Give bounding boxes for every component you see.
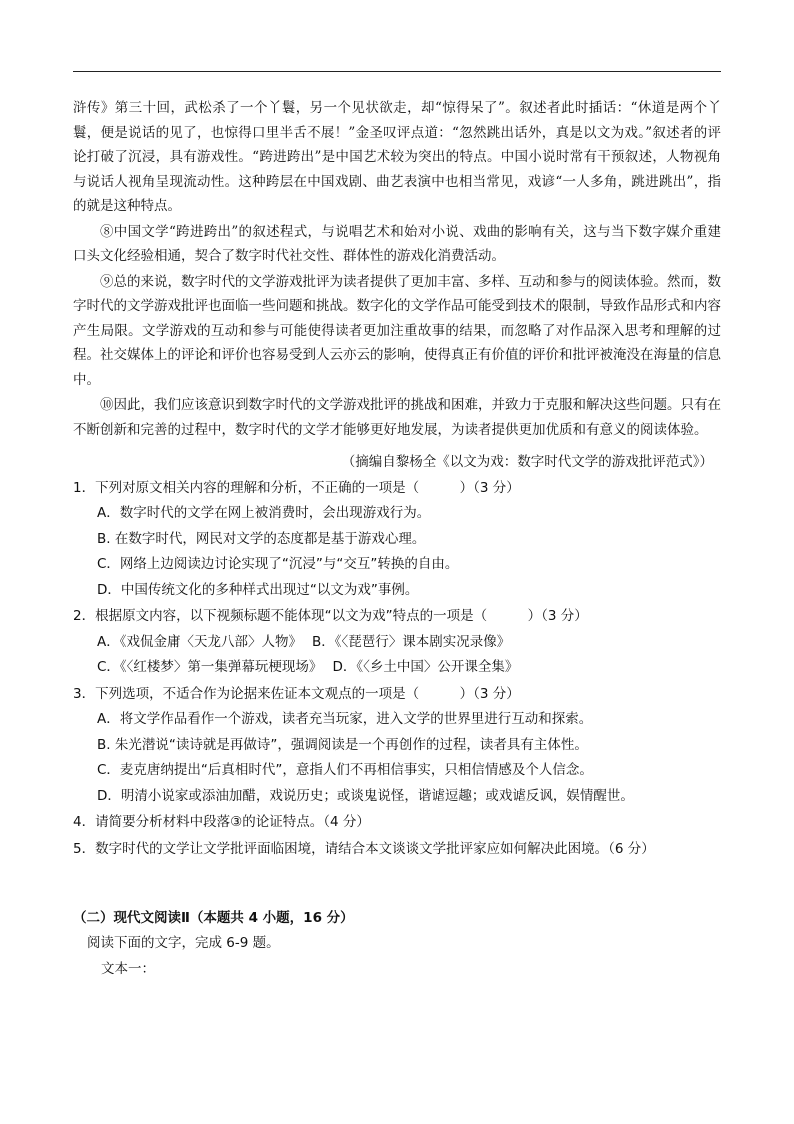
- option-c: C．麦克唐纳提出“后真相时代”，意指人们不再相信事实，只相信情感及个人信念。: [97, 762, 593, 778]
- question-1: [73, 476, 721, 604]
- option-b: B. 朱光潜说“读诗就是再做诗”，强调阅读是一个再创作的过程，读者具有主体性。: [97, 736, 588, 753]
- question-stem: 1．下列对原文相关内容的理解和分析，不正确的一项是（ ）（3 分）: [73, 479, 520, 496]
- option-a: A．将文学作品看作一个游戏，读者充当玩家，进入文学的世界里进行互动和探索。: [97, 711, 593, 727]
- page-content: [73, 96, 721, 983]
- question-stem: 5．数字时代的文学让文学批评面临困境，请结合本文谈谈文学批评家应如何解决此困境。（6 分）: [73, 840, 655, 857]
- question-2: [73, 604, 721, 681]
- option-c: C．网络上边阅读边讨论实现了“沉浸”与“交互”转换的自由。: [97, 556, 459, 572]
- question-5: [73, 837, 721, 863]
- option-row: [73, 655, 721, 681]
- text-label: 文本一：: [101, 961, 155, 977]
- section-heading: （二）现代文阅读Ⅱ（本题共 4 小题，16 分）: [73, 910, 354, 926]
- question-stem: 4．请简要分析材料中段落③的论证特点。（4 分）: [73, 814, 370, 830]
- question-3: [73, 682, 721, 810]
- option-d: D．中国传统文化的多种样式出现过“以文为戏”事例。: [97, 581, 419, 598]
- paragraph-10: ⑩因此，我们应该意识到数字时代的文学游戏批评的挑战和困难，并致力于克服和解决这些问题。只有在不断创新和完善的过程中，数字时代的文学才能够更好地发展，为读者提供更加优质和有意义的阅读体验。: [73, 397, 721, 438]
- paragraph-8: ⑧中国文学“跨进跨出”的叙述程式，与说唱艺术和始对小说、戏曲的影响有关，这与当下数字媒介重建口头文化经验相通，契合了数字时代社交性、群体性的游戏化消费活动。: [73, 223, 721, 264]
- option-a: A．《戏侃金庸〈天龙八部〉人物》: [97, 633, 302, 650]
- option-d: D．明清小说家或添油加醋，戏说历史；或谈鬼说怪，谐谑逗趣；或戏谑反讽，娱情醒世。: [97, 787, 634, 804]
- source-citation: （摘编自黎杨全《以文为戏：数字时代文学的游戏批评范式》）: [341, 454, 713, 470]
- option-b: B. 在数字时代，网民对文学的态度都是基于游戏心理。: [97, 530, 426, 547]
- question-stem: 2．根据原文内容，以下视频标题不能体现“以文为戏”特点的一项是（ ）（3 分）: [73, 608, 588, 624]
- option-row: [73, 630, 721, 656]
- header-rule: [73, 71, 721, 72]
- option-a: A．数字时代的文学在网上被消费时，会出现游戏行为。: [97, 505, 431, 521]
- section-instruction: 阅读下面的文字，完成 6-9 题。: [87, 935, 280, 951]
- paragraph-7: 浒传》第三十回，武松杀了一个丫鬟，另一个见状欲走，却“惊得呆了”。叙述者此时插话：“休道是两个丫鬟，便是说话的见了，也惊得口里半舌不展！”金圣叹评点道：“忽然跳出话外，真是以文为戏。”叙述者的评论打破了沉浸，具有游戏性。“跨进跨出”是中国艺术较为突出的特点。中国小说时常有干预叙述，人物视角与说话人视角呈现流动性。这种跨层在中国戏剧、曲艺表演中也相当常见，戏谚“一人多角，跳进跳出”，指的就是这种特点。: [73, 100, 721, 214]
- question-4: [73, 810, 721, 836]
- option-d: D．《〈乡土中国〉公开课全集》: [332, 659, 519, 675]
- option-b: B．《〈琵琶行〉课本剧实况录像》: [312, 633, 511, 650]
- option-c: C．《〈红楼梦〉第一集弹幕玩梗现场》: [97, 659, 323, 675]
- question-stem: 3．下列选项，不适合作为论据来佐证本文观点的一项是（ ）（3 分）: [73, 685, 520, 702]
- paragraph-9: ⑨总的来说，数字时代的文学游戏批评为读者提供了更加丰富、多样、互动和参与的阅读体验。然而，数字时代的文学游戏批评也面临一些问题和挑战。数字化的文学作品可能受到技术的限制，导致作品形式和内容产生局限。文学游戏的互动和参与可能使得读者更加注重故事的结果，而忽略了对作品深入思考和理解的过程。社交媒体上的评论和评价也容易受到人云亦云的影响，使得真正有价值的评价和批评被淹没在海量的信息中。: [73, 273, 721, 388]
